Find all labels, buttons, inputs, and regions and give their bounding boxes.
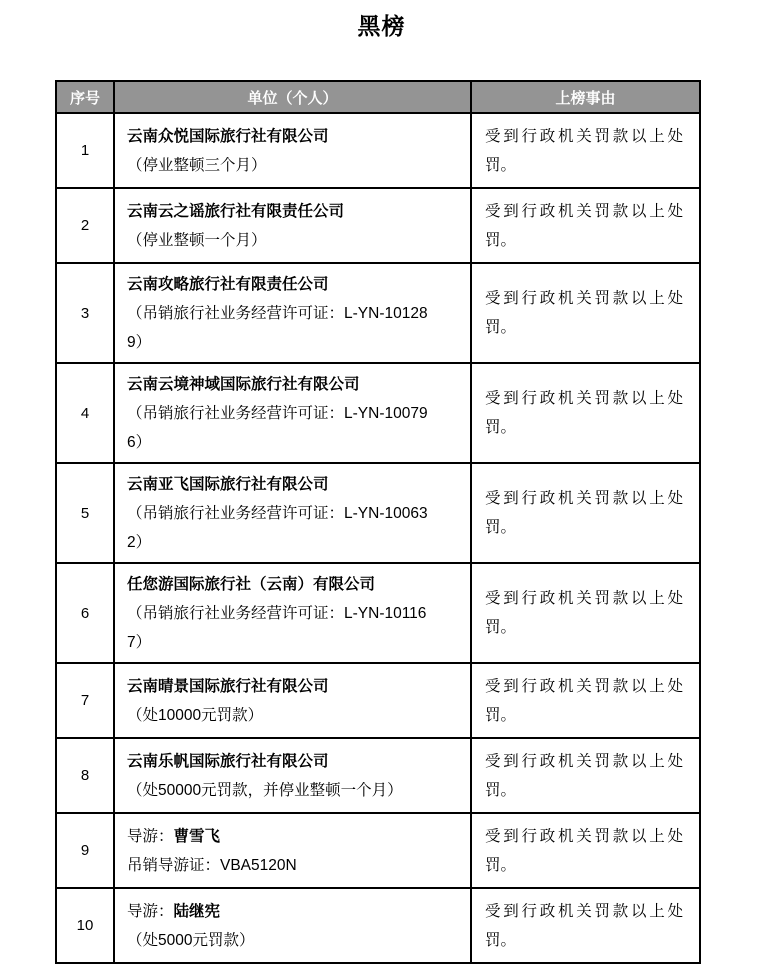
row-number: 4 [56, 363, 114, 463]
reason-cell [471, 113, 700, 188]
unit-name-line [127, 822, 460, 851]
unit-cell [114, 363, 471, 463]
unit-detail-line: 2） [127, 533, 152, 551]
row-number: 8 [56, 738, 114, 813]
table-row [56, 888, 700, 963]
table-row [56, 563, 700, 663]
header-cell-unit: 单位（个人） [114, 81, 471, 113]
unit-prefix: 导游： [127, 902, 174, 920]
unit-name-line [127, 570, 460, 599]
row-number: 10 [56, 888, 114, 963]
reason-cell [471, 363, 700, 463]
unit-name-line [127, 672, 460, 701]
unit-name-line [127, 747, 460, 776]
unit-cell [114, 113, 471, 188]
reason-text: 受到行政机关罚款以上处罚。 [485, 390, 683, 436]
reason-cell [471, 188, 700, 263]
reason-text: 受到行政机关罚款以上处罚。 [485, 590, 683, 636]
table-row [56, 188, 700, 263]
reason-text: 受到行政机关罚款以上处罚。 [485, 202, 683, 249]
row-number: 1 [56, 113, 114, 188]
unit-name-line [127, 270, 460, 299]
reason-text: 受到行政机关罚款以上处罚。 [485, 127, 683, 174]
header-cell-reason: 上榜事由 [471, 81, 700, 113]
unit-cell [114, 738, 471, 813]
table-header-row [56, 81, 700, 113]
unit-name-line [127, 370, 460, 399]
row-number: 5 [56, 463, 114, 563]
reason-cell [471, 463, 700, 563]
reason-text: 受到行政机关罚款以上处罚。 [485, 827, 683, 874]
unit-prefix: 导游： [127, 827, 174, 845]
reason-text: 受到行政机关罚款以上处罚。 [485, 490, 683, 536]
page-title: 黑榜 [357, 13, 406, 39]
reason-text: 受到行政机关罚款以上处罚。 [485, 752, 683, 799]
table-row [56, 113, 700, 188]
unit-detail-line: 9） [127, 333, 152, 351]
row-number: 3 [56, 263, 114, 363]
reason-text: 受到行政机关罚款以上处罚。 [485, 290, 683, 336]
reason-cell [471, 738, 700, 813]
unit-name: 云南云境神域国际旅行社有限公司 [127, 375, 360, 393]
unit-detail-line: 7） [127, 633, 152, 651]
row-number: 9 [56, 813, 114, 888]
unit-name: 任您游国际旅行社（云南）有限公司 [127, 575, 376, 593]
unit-detail-line: （处10000元罚款） [127, 706, 264, 724]
row-number: 7 [56, 663, 114, 738]
unit-detail-line: （处50000元罚款，并停业整顿一个月） [127, 781, 403, 799]
unit-name-line [127, 197, 460, 226]
unit-detail-line: （吊销旅行社业务经营许可证：L-YN-10116 [127, 604, 427, 622]
unit-cell [114, 663, 471, 738]
unit-cell [114, 188, 471, 263]
unit-name: 云南云之谣旅行社有限责任公司 [127, 202, 345, 220]
unit-name: 云南众悦国际旅行社有限公司 [127, 127, 329, 145]
table-row [56, 813, 700, 888]
unit-name-line [127, 897, 460, 926]
table-body [56, 113, 700, 963]
unit-detail-line: （吊销旅行社业务经营许可证：L-YN-10079 [127, 404, 428, 422]
unit-detail-line: （处5000元罚款） [127, 931, 255, 949]
unit-name-line [127, 470, 460, 499]
reason-cell [471, 888, 700, 963]
unit-detail-line: 吊销导游证：VBA5120N [127, 856, 297, 874]
unit-detail-line: （吊销旅行社业务经营许可证：L-YN-10128 [127, 304, 428, 322]
unit-name: 云南亚飞国际旅行社有限公司 [127, 475, 329, 493]
unit-cell [114, 563, 471, 663]
table-row [56, 738, 700, 813]
header-cell-no: 序号 [56, 81, 114, 113]
unit-cell [114, 813, 471, 888]
unit-detail-line: （停业整顿三个月） [127, 156, 267, 174]
reason-text: 受到行政机关罚款以上处罚。 [485, 902, 683, 949]
reason-cell [471, 813, 700, 888]
unit-name: 云南晴景国际旅行社有限公司 [127, 677, 329, 695]
unit-name: 曹雪飞 [173, 827, 221, 845]
unit-detail-line: （吊销旅行社业务经营许可证：L-YN-10063 [127, 504, 428, 522]
table-row [56, 663, 700, 738]
unit-name: 陆继宪 [173, 902, 221, 920]
reason-cell [471, 663, 700, 738]
row-number: 6 [56, 563, 114, 663]
unit-cell [114, 888, 471, 963]
unit-detail-line: （停业整顿一个月） [127, 231, 267, 249]
reason-cell [471, 563, 700, 663]
row-number: 2 [56, 188, 114, 263]
table-row [56, 463, 700, 563]
unit-name-line [127, 122, 460, 151]
table-row [56, 263, 700, 363]
blacklist-table [55, 80, 701, 964]
unit-name: 云南乐帆国际旅行社有限公司 [127, 752, 329, 770]
unit-name: 云南攻略旅行社有限责任公司 [127, 275, 329, 293]
reason-cell [471, 263, 700, 363]
unit-cell [114, 263, 471, 363]
unit-detail-line: 6） [127, 433, 152, 451]
unit-cell [114, 463, 471, 563]
table-row [56, 363, 700, 463]
reason-text: 受到行政机关罚款以上处罚。 [485, 677, 683, 724]
